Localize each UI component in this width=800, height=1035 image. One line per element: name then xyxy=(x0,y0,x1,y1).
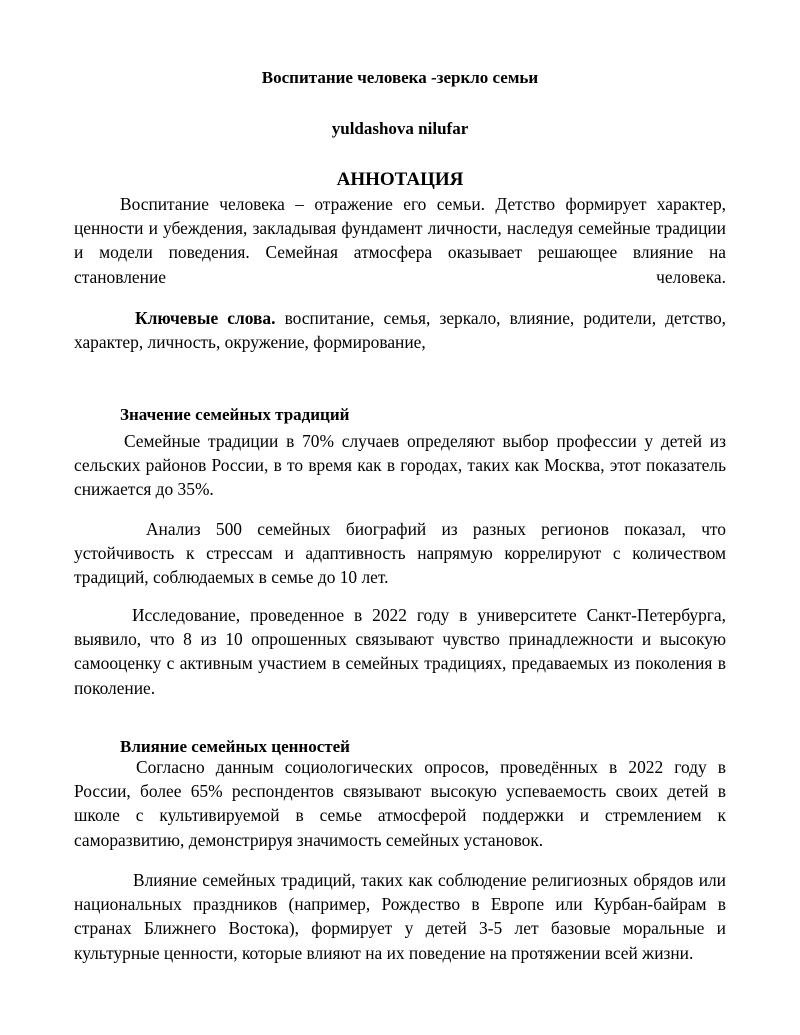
section1-p1-text: Семейные традиции в 70% случаев определяют выбор профессии у детей из сельских районов России, в то время как в городах, таких как Москва, этот показатель снижается до 35%. xyxy=(74,431,726,500)
section1-paragraph-1 xyxy=(74,429,726,502)
keywords-label: Ключевые слова. xyxy=(135,308,276,328)
section2-paragraph-2 xyxy=(74,868,726,965)
section2-p1-text: Согласно данным социологических опросов, проведённых в 2022 году в России, более 65% респондентов связывают высокую успеваемость своих детей в школе с культивируемой в семье атмосферой поддержки и стремлением к саморазвитию, демонстрируя значимость семейных установок. xyxy=(74,757,726,850)
annotation-heading: АННОТАЦИЯ xyxy=(336,169,464,190)
section2-paragraph-1 xyxy=(74,755,726,852)
keywords-text: воспитание, семья, зеркало, влияние, родители, детство, характер, личность, окружение, формирование, xyxy=(74,308,726,353)
section1-paragraph-3 xyxy=(74,603,726,700)
document-title: Воспитание человека -зеркло семьи xyxy=(261,68,539,87)
author-name: yuldashova nilufar xyxy=(331,119,469,138)
annotation-paragraph xyxy=(74,192,726,289)
section1-paragraph-2 xyxy=(74,517,726,590)
section1-heading: Значение семейных традиций xyxy=(120,405,350,424)
section2-p2-text: Влияние семейных традиций, таких как соблюдение религиозных обрядов или национальных праздников (например, Рождество в Европе или Курбан-байрам в странах Ближнего Востока), формирует у детей 3-5 лет базовые моральные и культурные ценности, которые влияют на их поведение на протяжении всей жизни. xyxy=(74,870,726,963)
section1-p3-text: Исследование, проведенное в 2022 году в университете Санкт-Петербурга, выявило, что 8 из 10 опрошенных связывают чувство принадлежности и высокую самооценку с активным участием в семейных традициях, предаваемых из поколения в поколение. xyxy=(74,605,726,698)
section1-p2-text: Анализ 500 семейных биографий из разных регионов показал, что устойчивость к стрессам и адаптивность напрямую коррелируют с количеством традиций, соблюдаемых в семье до 10 лет. xyxy=(74,519,726,588)
annotation-text: Воспитание человека – отражение его семьи. Детство формирует характер, ценности и убеждения, закладывая фундамент личности, наследуя семейные традиции и модели поведения. Семейная атмосфера оказывает решающее влияние на становление человека. xyxy=(74,194,726,287)
keywords-paragraph xyxy=(74,306,726,354)
section2-heading: Влияние семейных ценностей xyxy=(120,737,350,756)
